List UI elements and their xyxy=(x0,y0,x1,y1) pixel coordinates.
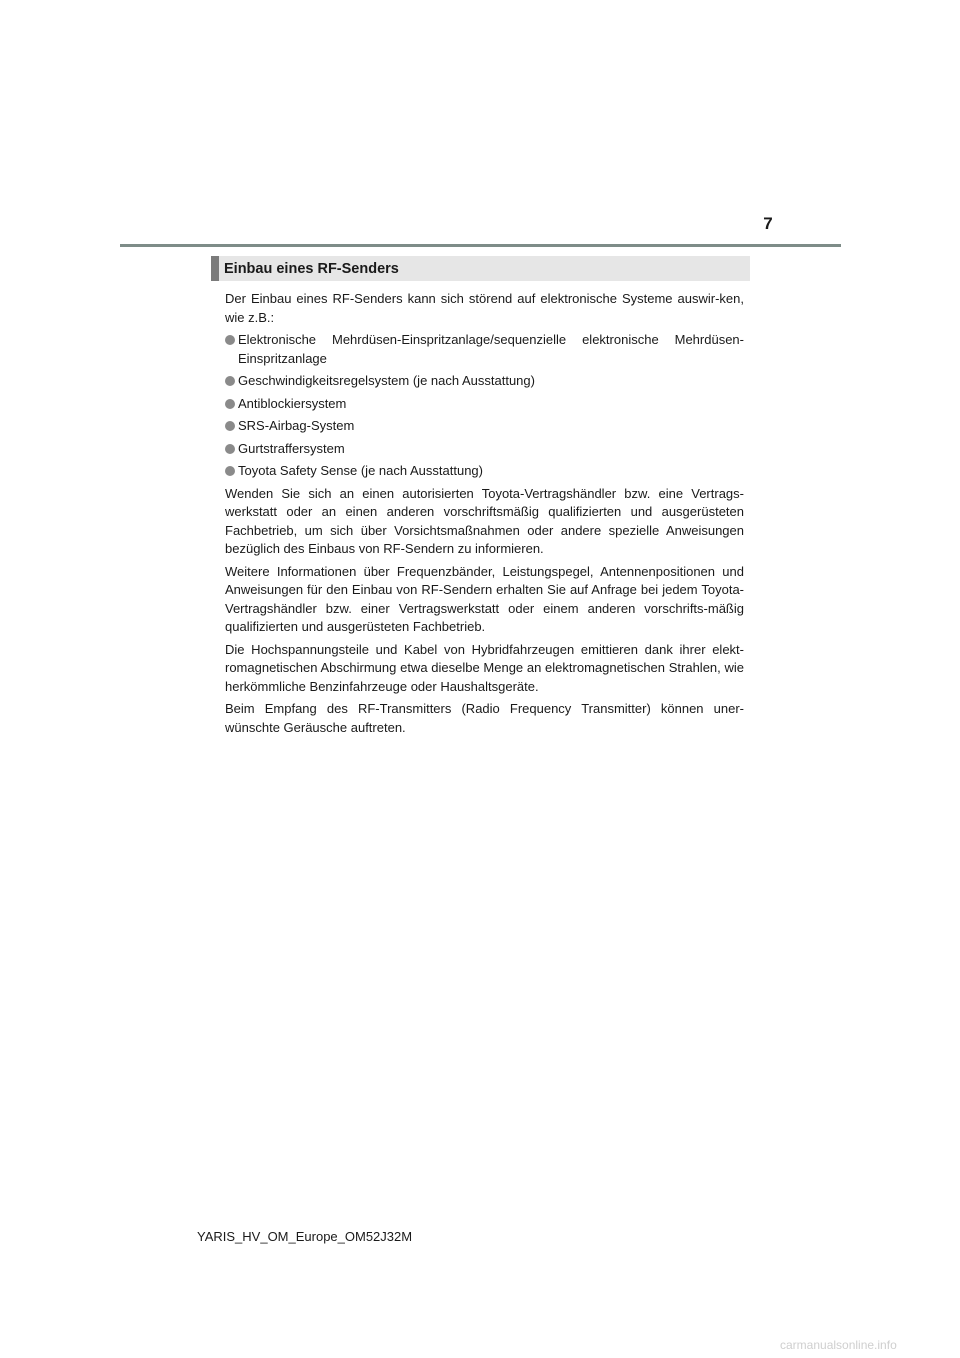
bullet-text: SRS-Airbag-System xyxy=(238,418,355,433)
body-paragraph: Die Hochspannungsteile und Kabel von Hybridfahrzeugen emittieren dank ihrer elekt-romagnetischen Abschirmung etwa dieselbe Menge an elektromagnetischen Strahlen, wie herkömmliche Benzinfahrzeuge oder Haushaltsgeräte. xyxy=(225,641,744,694)
page-number: 7 xyxy=(763,214,773,233)
bullet-text: Toyota Safety Sense (je nach Ausstattung) xyxy=(238,463,483,478)
bullet-text: Elektronische Mehrdüsen-Einspritzanlage/sequenzielle elektronische Mehrdüsen-Einspritzanlage xyxy=(238,332,744,366)
bullet-dot-icon xyxy=(225,421,235,431)
body-paragraph: Wenden Sie sich an einen autorisierten Toyota-Vertragshändler bzw. eine Vertrags-werkstatt oder an einen anderen vorschriftsmäßig qualifizierten und ausgerüsteten Fachbetrieb, um sich über Vorsichtsmaßnahmen oder andere spezielle Anweisungen bezüglich des Einbaus von RF-Sendern zu informieren. xyxy=(225,485,744,556)
bullet-item xyxy=(225,372,744,391)
bullet-item xyxy=(225,462,744,481)
watermark: carmanualsonline.info xyxy=(780,1338,897,1352)
top-rule xyxy=(120,244,841,247)
footer-document-code: YARIS_HV_OM_Europe_OM52J32M xyxy=(197,1229,413,1244)
bullet-item xyxy=(225,417,744,436)
bullet-text: Gurtstraffersystem xyxy=(238,440,345,456)
bullet-item xyxy=(225,331,744,368)
bullet-dot-icon xyxy=(225,399,235,409)
bullet-dot-icon xyxy=(225,466,235,476)
bullet-list xyxy=(225,331,744,481)
section-header xyxy=(211,256,750,281)
section-title: Einbau eines RF-Senders xyxy=(224,260,399,277)
section-header-bar xyxy=(211,256,219,281)
body-paragraph: Beim Empfang des RF-Transmitters (Radio Frequency Transmitter) können uner-wünschte Geräusche auftreten. xyxy=(225,701,744,735)
content xyxy=(225,290,744,741)
bullet-text: Geschwindigkeitsregelsystem (je nach Ausstattung) xyxy=(238,373,535,388)
bullet-dot-icon xyxy=(225,335,235,345)
bullet-item xyxy=(225,395,744,414)
bullet-dot-icon xyxy=(225,444,235,454)
bullet-dot-icon xyxy=(225,376,235,386)
bullet-text: Antiblockiersystem xyxy=(238,395,347,411)
intro-paragraph: Der Einbau eines RF-Senders kann sich störend auf elektronische Systeme auswir-ken, wie z.B.: xyxy=(225,291,744,325)
body-paragraph: Weitere Informationen über Frequenzbänder, Leistungspegel, Antennenpositionen und Anweisungen für den Einbau von RF-Sendern erhalten Sie auf Anfrage bei jedem Toyota-Vertragshändler bzw. einer Vertragswerkstatt oder einem anderen vorschrifts-mäßig qualifizierten und ausgerüsteten Fachbetrieb. xyxy=(225,563,744,634)
bullet-item xyxy=(225,440,744,459)
